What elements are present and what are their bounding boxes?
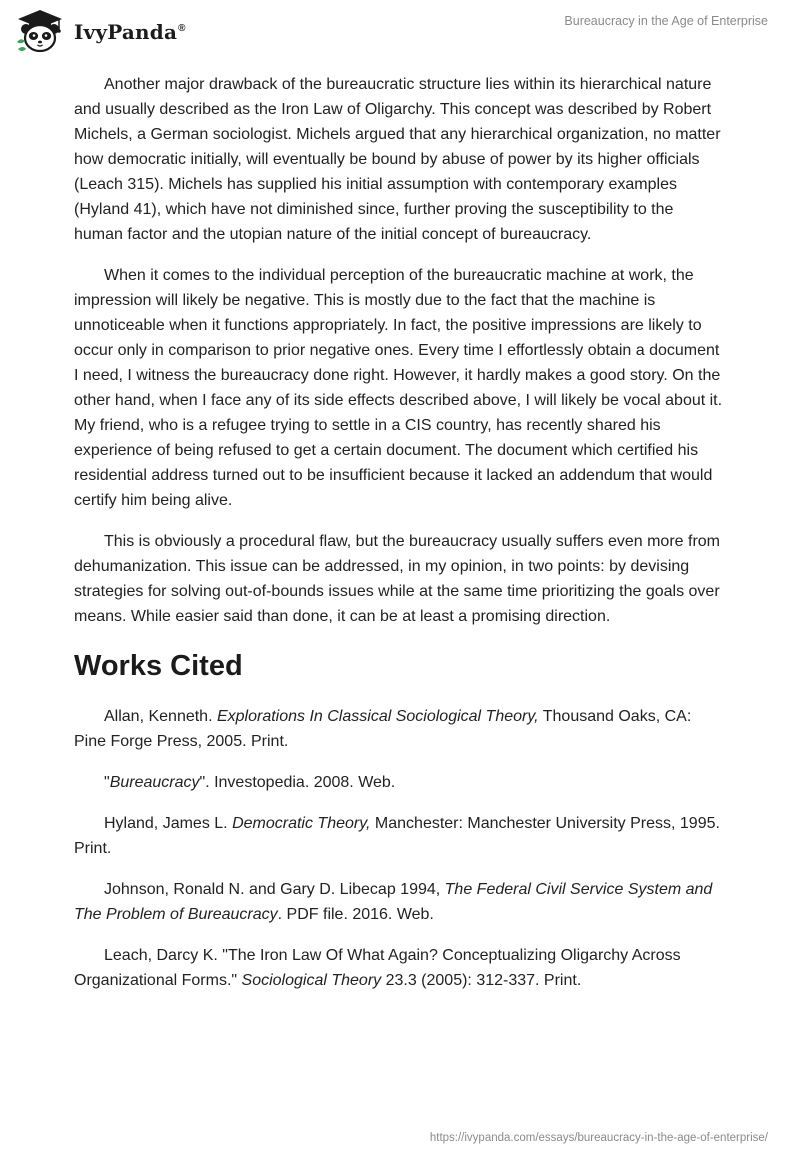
works-cited-heading: Works Cited: [74, 650, 243, 682]
citation-entry: "Bureaucracy". Investopedia. 2008. Web.: [104, 774, 396, 791]
citation-entry: Allan, Kenneth. Explorations In Classical Sociological Theory, Thousand Oaks, CA: Pine Forge Press, 2005. Print.: [74, 708, 692, 750]
body-paragraph: When it comes to the individual perception of the bureaucratic machine at work, the impression will likely be negative. This is mostly due to the fact that the machine is unnoticeable when it functions appropriately. In fact, the positive impressions are likely to occur only in comparison to prior negative ones. Every time I effortlessly obtain a document I need, I witness the bureaucracy done right. However, it hardly makes a good story. On the other hand, when I face any of its side effects described above, I will likely be vocal about it. My friend, who is a refugee trying to settle in a CIS country, has recently shared his experience of being refused to get a certain document. The document which certified his residential address turned out to be insufficient because it lacked an addendum that would certify him being alive.: [74, 267, 723, 509]
citation-entry: Johnson, Ronald N. and Gary D. Libecap 1994, The Federal Civil Service System and The Problem of Bureaucracy. PDF file. 2016. Web.: [74, 881, 713, 923]
panda-graduation-cap-icon: [14, 8, 66, 54]
citation-entry: Leach, Darcy K. "The Iron Law Of What Again? Conceptualizing Oligarchy Across Organizational Forms." Sociological Theory 23.3 (2005): 312-337. Print.: [74, 947, 681, 989]
page-header: [0, 0, 800, 60]
source-url[interactable]: https://ivypanda.com/essays/bureaucracy-in-the-age-of-enterprise/: [429, 1132, 768, 1144]
citation-entry: Hyland, James L. Democratic Theory, Manchester: Manchester University Press, 1995. Print.: [74, 815, 720, 857]
document-title: Bureaucracy in the Age of Enterprise: [564, 14, 768, 28]
brand-name: IvyPanda®: [74, 20, 186, 44]
body-paragraph: This is obviously a procedural flaw, but the bureaucracy usually suffers even more from dehumanization. This issue can be addressed, in my opinion, in two points: by devising strategies for solving out-of-bounds issues while at the same time prioritizing the goals over means. While easier said than done, it can be at least a promising direction.: [74, 533, 720, 625]
brand-logo[interactable]: [14, 8, 186, 54]
body-paragraph: Another major drawback of the bureaucratic structure lies within its hierarchical nature and usually described as the Iron Law of Oligarchy. This concept was described by Robert Michels, a German sociologist. Michels argued that any hierarchical organization, no matter how democratic initially, will eventually be bound by abuse of power by its higher officials (Leach 315). Michels has supplied his initial assumption with contemporary examples (Hyland 41), which have not diminished since, further proving the susceptibility to the human factor and the utopian nature of the initial concept of bureaucracy.: [74, 76, 721, 243]
essay-content: [74, 72, 724, 1009]
